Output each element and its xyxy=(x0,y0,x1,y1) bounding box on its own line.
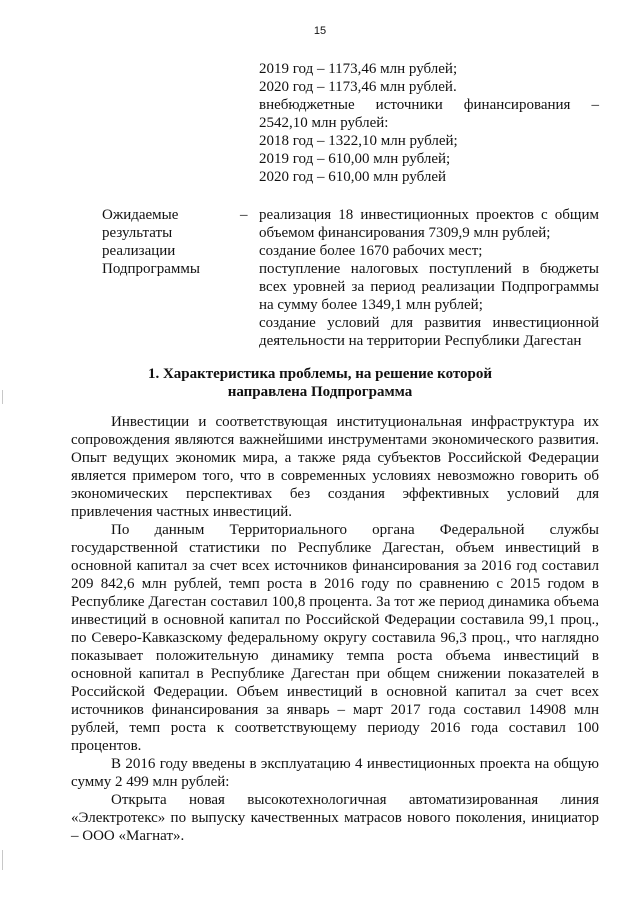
list-item: поступление налоговых поступлений в бюджеты всех уровней за период реализации Подпрограммы на сумму более 1349,1 млн рублей; xyxy=(259,261,599,313)
scan-mark xyxy=(2,850,3,870)
funding-breakdown xyxy=(259,60,599,186)
paragraph: Открыта новая высокотехнологичная автоматизированная линия «Электротекс» по выпуску качественных матрасов нового поколения, инициатор – ООО «Магнат». xyxy=(71,792,599,844)
scan-mark xyxy=(2,390,3,404)
section-title xyxy=(100,365,540,401)
page-number: 15 xyxy=(313,25,327,37)
paragraph: В 2016 году введены в эксплуатацию 4 инвестиционных проекта на общую сумму 2 499 млн рублей: xyxy=(71,756,599,790)
section-title-line: направлена Подпрограмма xyxy=(227,384,413,400)
paragraph: По данным Территориального органа Федеральной службы государственной статистики по Республике Дагестан, объем инвестиций в основной капитал за счет всех источников финансирования за 2016 год составил 209 842,6 млн рублей, темп роста в 2016 году по сравнению с 2015 годом в Республике Дагестан составил 100,8 процента. За тот же период динамика объема инвестиций в основной капитал по Российской Федерации составила 99,1 проц., по Северо-Кавказскому федеральному округу составила 96,3 проц., что наглядно показывает положительную динамику темпа роста объема инвестиций в основной капитал в Республике Дагестан при общем снижении показателей в Российской Федерации. Объем инвестиций в основной капитал за счет всех источников финансирования за январь – март 2017 года составил 14908 млн рублей, темп роста к соответствующему периоду 2016 года составил 100 процентов. xyxy=(71,522,599,754)
expected-results-label: Ожидаемые результаты реализации Подпрограммы xyxy=(102,207,200,277)
funding-line: 2542,10 млн рублей: xyxy=(259,115,389,131)
expected-results-list xyxy=(259,206,599,350)
section-body xyxy=(71,413,599,845)
paragraph: Инвестиции и соответствующая институциональная инфраструктура их сопровождения являются важнейшими инструментами экономического развития. Опыт ведущих экономик мира, а также ряда субъектов Российской Федерации является примером того, что в современных условиях невозможно говорить об экономических перспективах без создания эффективных условий для привлечения частных инвестиций. xyxy=(71,414,599,520)
funding-line: внебюджетные источники финансирования – xyxy=(259,97,599,113)
funding-line: 2018 год – 1322,10 млн рублей; xyxy=(259,133,458,149)
list-item: создание условий для развития инвестиционной деятельности на территории Республики Дагестан xyxy=(259,315,599,349)
funding-line: 2020 год – 610,00 млн рублей xyxy=(259,169,447,185)
funding-line: 2019 год – 610,00 млн рублей; xyxy=(259,151,451,167)
list-item: реализация 18 инвестиционных проектов с общим объемом финансирования 7309,9 млн рублей; xyxy=(259,207,599,241)
funding-line: 2020 год – 1173,46 млн рублей. xyxy=(259,79,457,95)
list-item: создание более 1670 рабочих мест; xyxy=(259,243,483,259)
funding-line: 2019 год – 1173,46 млн рублей; xyxy=(259,61,458,77)
expected-results-dash: – xyxy=(240,207,248,223)
section-title-line: 1. Характеристика проблемы, на решение которой xyxy=(147,366,493,382)
